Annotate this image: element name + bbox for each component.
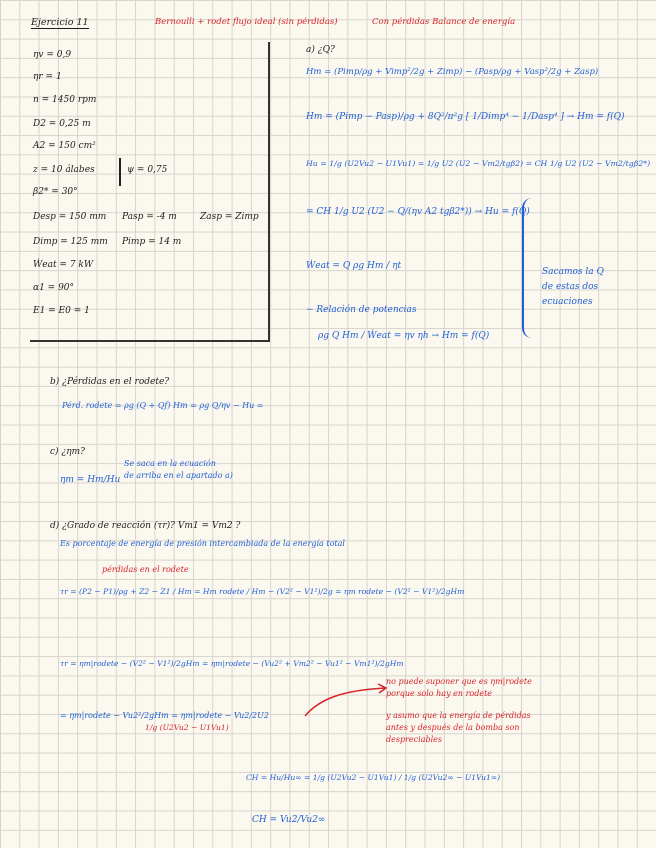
part-a-label: a) ¿Q? bbox=[306, 45, 335, 55]
red-arrow bbox=[300, 680, 390, 720]
data-item: A2 = 150 cm² bbox=[33, 141, 96, 151]
part-d-label: d) ¿Grado de reacción (τr)? Vm1 = Vm2 ? bbox=[50, 521, 241, 531]
side-note-line: ecuaciones bbox=[542, 297, 593, 307]
part-c-note: de arriba en el apartado a) bbox=[124, 471, 233, 480]
data-item: Pasp = -4 m bbox=[122, 212, 177, 222]
part-a-eq7: ρg Q Hm / Ẇeat = ηv ηh → Hm = f(Q) bbox=[318, 331, 490, 341]
part-c-label: c) ¿ηm? bbox=[50, 447, 85, 457]
header-note-ideal: Bernoulli + rodet flujo ideal (sin pérdidas) bbox=[155, 17, 338, 27]
part-a-eq5: Ẇeat = Q ρg Hm / ηt bbox=[306, 261, 402, 271]
data-item: β2* = 30° bbox=[33, 187, 78, 197]
part-a-eq4: = CH 1/g U2 (U2 − Q/(ηv A2 tgβ2*)) → Hu = f(Q) bbox=[306, 207, 530, 217]
red-top-note: pérdidas en el rodete bbox=[102, 565, 189, 574]
data-item: Ẇeat = 7 kW bbox=[33, 260, 94, 270]
part-d-eq1: τr = (P2 − P1)/ρg + Z2 − Z1 / Hm = Hm rodete / Hm − (V2² − V1²)/2g = ηm rodete − (V2² − V1²)/2gHm bbox=[60, 587, 465, 596]
data-item: z = 10 álabes bbox=[33, 165, 95, 175]
part-a-eq2: Hm = (Pimp − Pasp)/ρg + 8Q²/π²g [ 1/Dimp⁴ − 1/Dasp⁴ ] → Hm = f(Q) bbox=[306, 112, 625, 122]
right-brace bbox=[522, 198, 536, 338]
red-equation: 1/g (U2Vu2 − U1Vu1) bbox=[145, 723, 229, 732]
red-note-2: y asumo que la energía de pérdidas bbox=[386, 711, 531, 720]
data-item: Desp = 150 mm bbox=[33, 212, 107, 222]
divider-line bbox=[119, 158, 121, 186]
data-item: Zasp = Zimp bbox=[200, 212, 259, 222]
part-c-note: Se saca en la ecuación bbox=[124, 459, 216, 468]
part-d-eq4: CH = Hu/Hu∞ = 1/g (U2Vu2 − U1Vu1) / 1/g (U2Vu2∞ − U1Vu1∞) bbox=[246, 773, 501, 782]
part-c-eq: ηm = Hm/Hu bbox=[60, 475, 121, 485]
data-item: α1 = 90° bbox=[33, 283, 75, 293]
part-d-eq5: CH = Vu2/Vu2∞ bbox=[252, 815, 326, 825]
part-b-label: b) ¿Pérdidas en el rodete? bbox=[50, 377, 170, 387]
red-note-1: no puede suponer que es ηm|rodete bbox=[386, 677, 532, 686]
exercise-title: Ejercicio 11 bbox=[31, 17, 89, 28]
part-a-eq3: Hu = 1/g (U2Vu2 − U1Vu1) = 1/g U2 (U2 − Vm2/tgβ2) = CH 1/g U2 (U2 − Vm2/tgβ2*) bbox=[306, 159, 651, 168]
red-note-2: antes y después de la bomba son bbox=[386, 723, 520, 732]
red-note-2: despreciables bbox=[386, 735, 442, 744]
side-note-line: Sacamos la Q bbox=[542, 267, 604, 277]
part-b-eq: Pérd. rodete = ρg (Q + Qf) Hm = ρg Q/ηv − Hu = bbox=[62, 401, 264, 410]
data-item: E1 = E0 = 1 bbox=[33, 306, 90, 316]
part-d-desc: Es porcentaje de energía de presión intercambiada de la energía total bbox=[60, 539, 345, 548]
data-item: ψ = 0,75 bbox=[127, 165, 168, 175]
red-note-1: porque solo hay en rodete bbox=[386, 689, 493, 698]
header-note-losses: Con pérdidas Balance de energía bbox=[372, 17, 516, 27]
data-item: D2 = 0,25 m bbox=[33, 119, 91, 129]
data-item: ηr = 1 bbox=[33, 72, 62, 82]
data-item: Dimp = 125 mm bbox=[33, 237, 108, 247]
part-d-eq3: = ηm|rodete − Vu2²/2gHm = ηm|rodete − Vu2/2U2 bbox=[60, 711, 269, 720]
part-a-eq1: Hm = (Pimp/ρg + Vimp²/2g + Zimp) − (Pasp/ρg + Vasp²/2g + Zasp) bbox=[306, 67, 599, 77]
data-item: Pimp = 14 m bbox=[122, 237, 182, 247]
side-note-line: de estas dos bbox=[542, 282, 599, 292]
data-item: ηv = 0,9 bbox=[33, 50, 72, 60]
part-d-eq2: τr = ηm|rodete − (V2² − V1²)/2gHm = ηm|rodete − (Vu2² + Vm2² − Vu1² − Vm1²)/2gHm bbox=[60, 659, 404, 668]
data-item: n = 1450 rpm bbox=[33, 95, 97, 105]
part-a-eq6: − Relación de potencias bbox=[306, 305, 417, 315]
